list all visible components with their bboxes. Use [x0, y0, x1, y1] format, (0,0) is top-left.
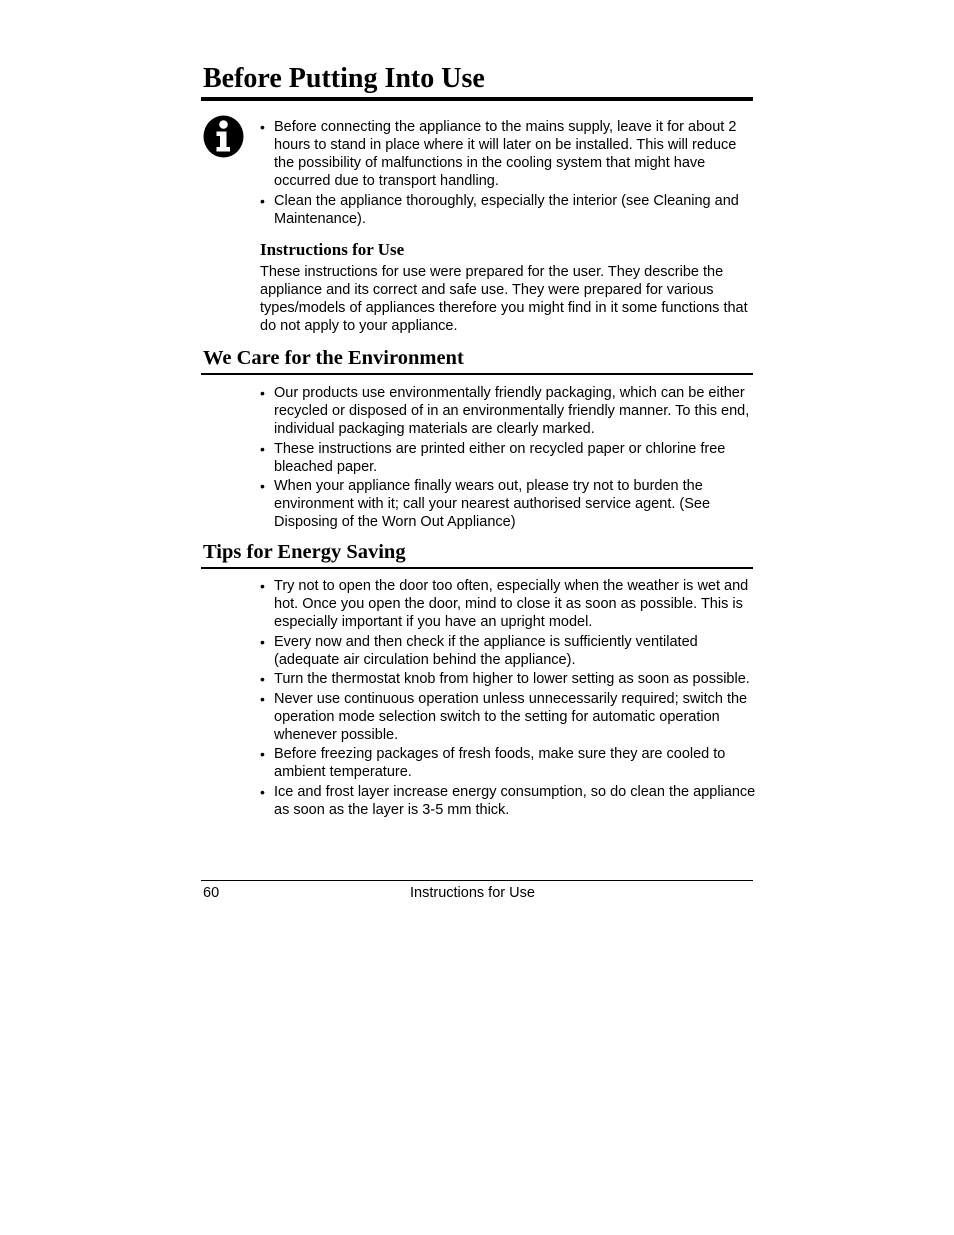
environment-bullet-list	[258, 384, 758, 533]
energy-rule	[201, 567, 753, 569]
environment-heading: We Care for the Environment	[203, 347, 464, 369]
instructions-paragraph: These instructions for use were prepared for the user. They describe the appliance and its correct and safe use. They were prepared for various types/models of appliances therefore you might find in it some functions that do not apply to your appliance.	[260, 264, 748, 334]
energy-bullet-list	[258, 577, 758, 820]
list-item: • Before connecting the appliance to the mains supply, leave it for about 2 hours to stand in place where it will later on be installed. This will reduce the possibility of malfunctions in the cooling system that might have occurred due to transport handling.	[258, 118, 758, 190]
list-item: • Ice and frost layer increase energy consumption, so do clean the appliance as soon as the layer is 3-5 mm thick.	[258, 783, 758, 819]
list-item: • Our products use environmentally friendly packaging, which can be either recycled or disposed of in an environmentally friendly manner. To this end, individual packaging materials are clearly marked.	[258, 384, 758, 438]
energy-heading: Tips for Energy Saving	[203, 541, 406, 563]
instructions-heading: Instructions for Use	[260, 240, 405, 259]
list-item: • Every now and then check if the appliance is sufficiently ventilated (adequate air circulation behind the appliance).	[258, 633, 758, 669]
info-icon	[203, 115, 244, 158]
list-item: • Turn the thermostat knob from higher to lower setting as soon as possible.	[258, 670, 758, 688]
list-item: • Try not to open the door too often, especially when the weather is wet and hot. Once you open the door, mind to close it as soon as possible. This is especially important if you have an upright model.	[258, 577, 758, 631]
environment-rule	[201, 373, 753, 375]
list-item: • Before freezing packages of fresh foods, make sure they are cooled to ambient temperature.	[258, 745, 758, 781]
title-rule	[201, 97, 753, 101]
footer-rule	[201, 880, 753, 881]
footer-title: Instructions for Use	[410, 885, 535, 901]
list-item: • These instructions are printed either on recycled paper or chlorine free bleached paper.	[258, 440, 758, 476]
list-item: • Clean the appliance thoroughly, especially the interior (see Cleaning and Maintenance).	[258, 192, 758, 228]
list-item: • Never use continuous operation unless unnecessarily required; switch the operation mode selection switch to the setting for automatic operation whenever possible.	[258, 690, 758, 744]
list-item: • When your appliance finally wears out, please try not to burden the environment with it; call your nearest authorised service agent. (See Disposing of the Worn Out Appliance)	[258, 477, 758, 531]
page-number: 60	[203, 885, 220, 901]
page-title: Before Putting Into Use	[203, 63, 485, 94]
intro-bullet-list	[258, 118, 758, 229]
